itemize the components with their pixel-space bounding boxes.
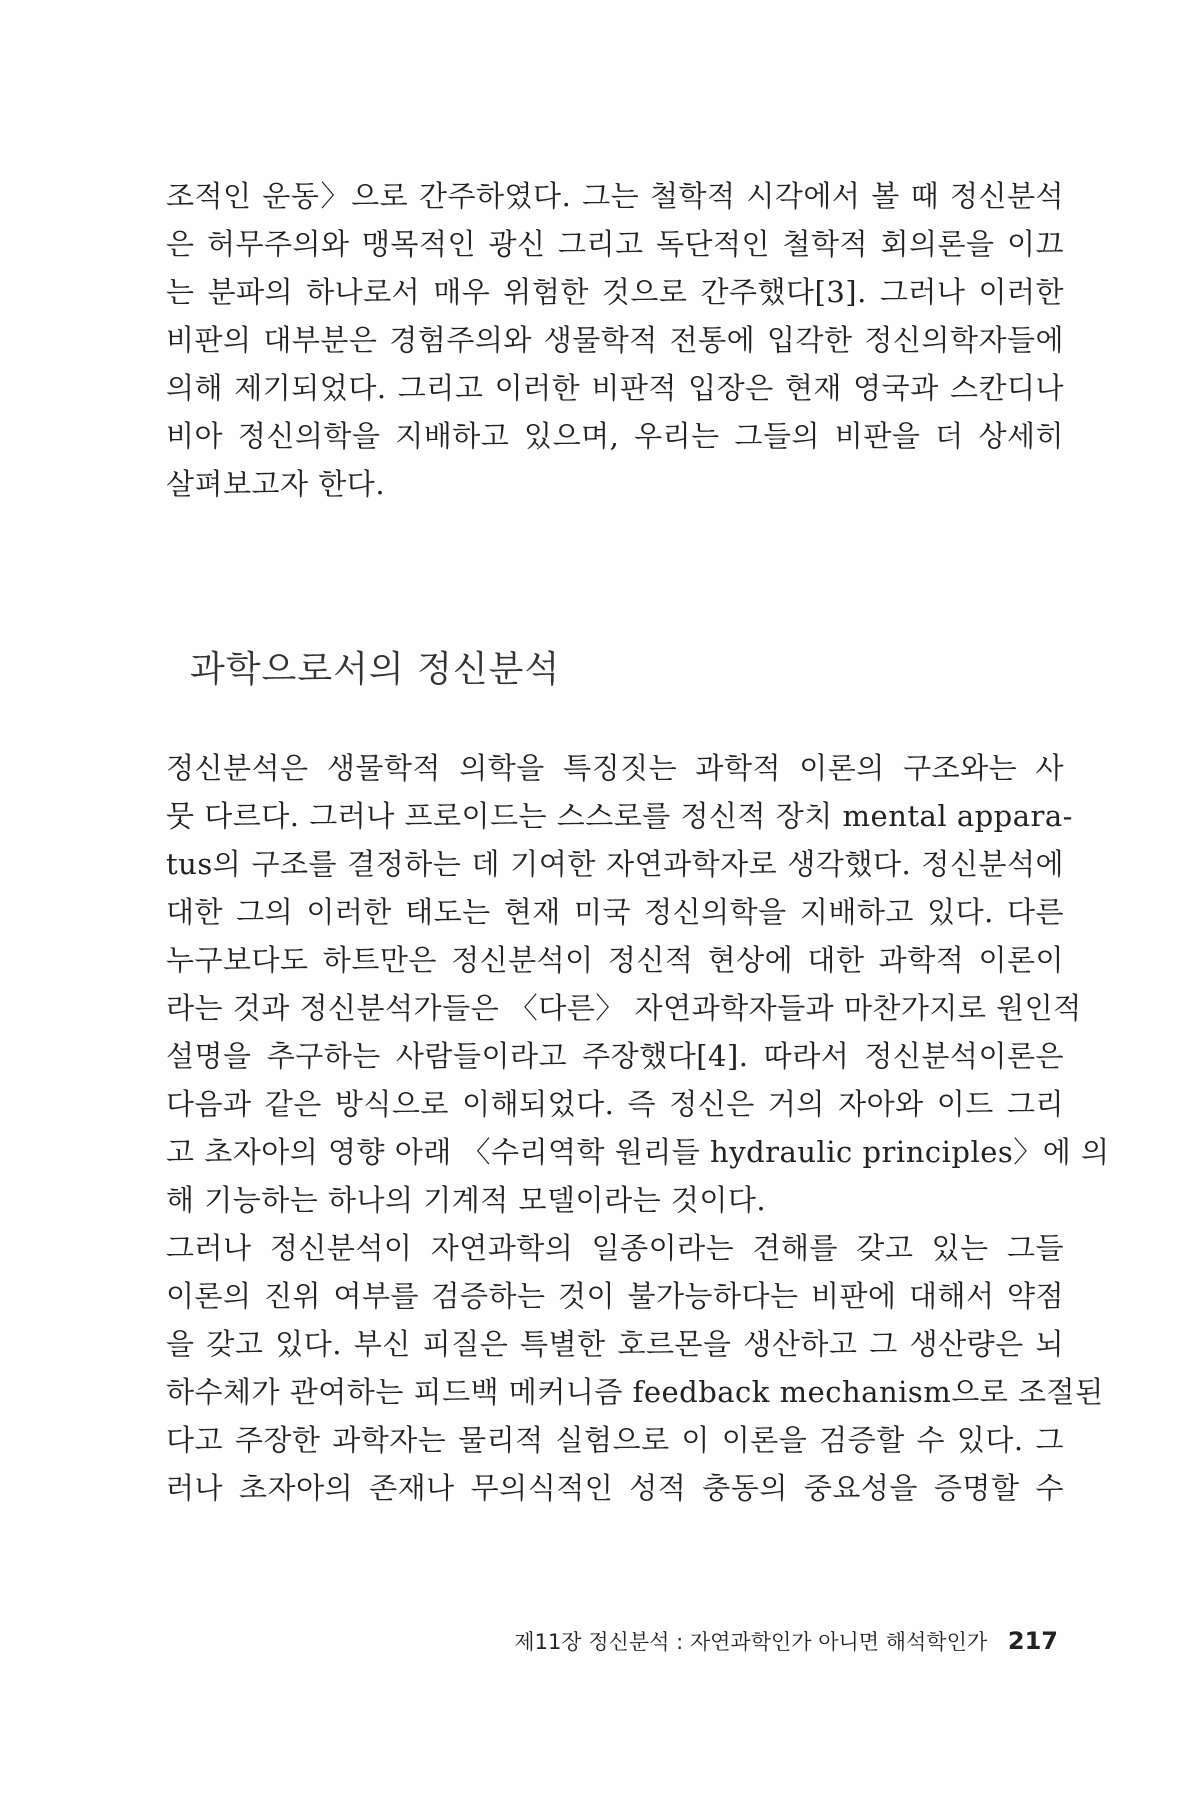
- running-head: 제11장 정신분석 : 자연과학인가 아니면 해석학인가: [514, 1630, 988, 1654]
- paragraph-top-line-5: 의해 제기되었다. 그리고 이러한 비판적 입장은 현재 영국과 스칸디나: [166, 371, 1064, 405]
- paragraph-third-line-5: 다고 주장한 과학자는 물리적 실험으로 이 이론을 검증할 수 있다. 그: [166, 1423, 1064, 1457]
- page-footer: [514, 1626, 1058, 1657]
- paragraph-second-line-2: 뭇 다르다. 그러나 프로이드는 스스로를 정신적 장치 mental appara-: [166, 799, 1073, 833]
- paragraph-third-line-3: 을 갖고 있다. 부신 피질은 특별한 호르몬을 생산하고 그 생산량은 뇌: [166, 1327, 1064, 1361]
- paragraph-third-line-2: 이론의 진위 여부를 검증하는 것이 불가능하다는 비판에 대해서 약점: [166, 1279, 1064, 1313]
- paragraph-top-line-7: 살펴보고자 한다.: [166, 467, 386, 501]
- paragraph-top-line-4: 비판의 대부분은 경험주의와 생물학적 전통에 입각한 정신의학자들에: [166, 323, 1064, 357]
- paragraph-top-line-1: 조적인 운동〉으로 간주하였다. 그는 철학적 시각에서 볼 때 정신분석: [166, 179, 1064, 213]
- paragraph-second-line-8: 다음과 같은 방식으로 이해되었다. 즉 정신은 거의 자아와 이드 그리: [166, 1087, 1064, 1121]
- paragraph-third-line-6: 러나 초자아의 존재나 무의식적인 성적 충동의 중요성을 증명할 수: [166, 1471, 1064, 1505]
- page-number: 217: [1007, 1627, 1058, 1655]
- paragraph-second-line-7: 설명을 추구하는 사람들이라고 주장했다[4]. 따라서 정신분석이론은: [166, 1039, 1064, 1073]
- paragraph-top-line-6: 비아 정신의학을 지배하고 있으며, 우리는 그들의 비판을 더 상세히: [166, 419, 1064, 453]
- paragraph-second-line-6: 라는 것과 정신분석가들은 〈다른〉 자연과학자들과 마찬가지로 원인적: [166, 991, 1082, 1025]
- paragraph-top-line-2: 은 허무주의와 맹목적인 광신 그리고 독단적인 철학적 회의론을 이끄: [166, 227, 1064, 261]
- paragraph-third-line-4: 하수체가 관여하는 피드백 메커니즘 feedback mechanism으로 조절된: [166, 1375, 1104, 1409]
- paragraph-second-line-9: 고 초자아의 영향 아래 〈수리역학 원리들 hydraulic principles〉에 의: [166, 1135, 1110, 1169]
- paragraph-second-line-10: 해 기능하는 하나의 기계적 모델이라는 것이다.: [166, 1183, 767, 1217]
- paragraph-second-line-1: 정신분석은 생물학적 의학을 특징짓는 과학적 이론의 구조와는 사: [166, 751, 1064, 785]
- paragraph-top-line-3: 는 분파의 하나로서 매우 위험한 것으로 간주했다[3]. 그러나 이러한: [166, 275, 1064, 309]
- paragraph-second-line-3: tus의 구조를 결정하는 데 기여한 자연과학자로 생각했다. 정신분석에: [166, 847, 1064, 881]
- paragraph-third-line-1: 그러나 정신분석이 자연과학의 일종이라는 견해를 갖고 있는 그들: [166, 1231, 1064, 1265]
- paragraph-second-line-4: 대한 그의 이러한 태도는 현재 미국 정신의학을 지배하고 있다. 다른: [166, 895, 1064, 929]
- paragraph-second-line-5: 누구보다도 하트만은 정신분석이 정신적 현상에 대한 과학적 이론이: [166, 943, 1064, 977]
- section-heading: 과학으로서의 정신분석: [190, 649, 561, 690]
